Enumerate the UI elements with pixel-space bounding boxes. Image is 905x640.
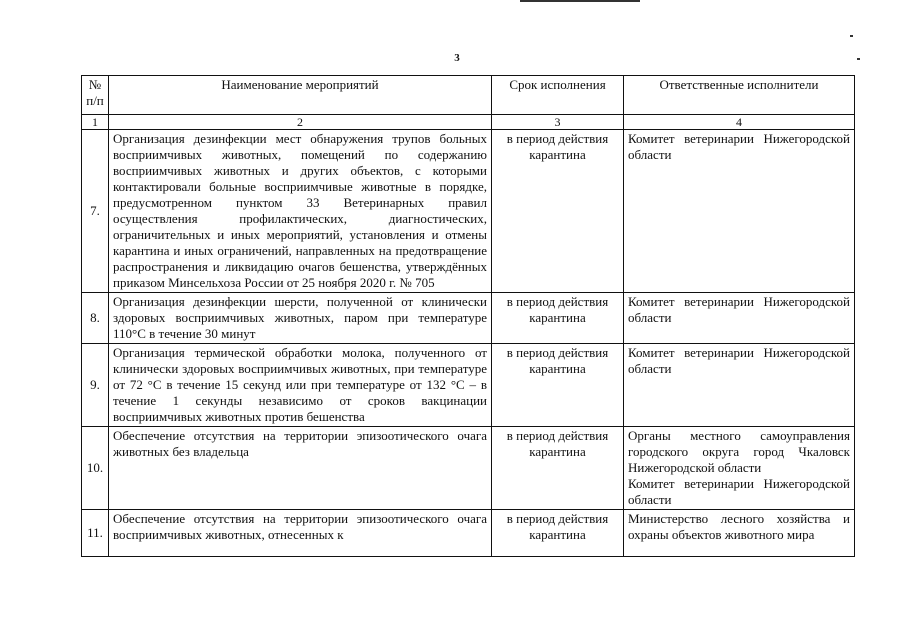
row-number: 7. (82, 130, 109, 293)
scan-artifact-top (520, 0, 640, 2)
row-number: 8. (82, 293, 109, 344)
header-term: Срок исполнения (492, 76, 624, 115)
column-number: 2 (109, 115, 492, 130)
measure-description: Обеспечение отсутствия на территории эпизоотического очага животных без владельца (109, 427, 492, 510)
measures-table (81, 75, 855, 557)
responsible-entry: Органы местного самоуправления городского округа город Чкаловск Нижегородской области (628, 428, 850, 475)
scan-artifact-right (850, 35, 853, 37)
column-number: 4 (624, 115, 855, 130)
execution-term: в период действия карантина (492, 427, 624, 510)
execution-term: в период действия карантина (492, 130, 624, 293)
responsible-executors (624, 510, 855, 557)
responsible-executors (624, 427, 855, 510)
row-number: 10. (82, 427, 109, 510)
measure-description: Организация термической обработки молока, полученного от клинически здоровых восприимчивых животных, при температуре от 72 °С в течение 15 секунд или при температуре от 132 °С – в течение 1 секунды независимо от сроков вакцинации восприимчивых животных против бешенства (109, 344, 492, 427)
header-responsible: Ответственные исполнители (624, 76, 855, 115)
execution-term: в период действия карантина (492, 510, 624, 557)
responsible-entry: Комитет ветеринарии Нижегородской области (628, 476, 850, 507)
responsible-executors (624, 344, 855, 427)
header-num: № п/п (82, 76, 109, 115)
header-name: Наименование мероприятий (109, 76, 492, 115)
measure-description: Организация дезинфекции шерсти, полученной от клинически здоровых восприимчивых животных, паром при температуре 110°С в течение 30 минут (109, 293, 492, 344)
column-number-row (82, 115, 855, 130)
responsible-entry: Комитет ветеринарии Нижегородской области (628, 345, 850, 376)
row-number: 11. (82, 510, 109, 557)
row-number: 9. (82, 344, 109, 427)
column-number: 1 (82, 115, 109, 130)
responsible-entry: Комитет ветеринарии Нижегородской области (628, 294, 850, 325)
table-header-row (82, 76, 855, 115)
table-row (82, 510, 855, 557)
responsible-executors (624, 293, 855, 344)
page-number: 3 (454, 52, 460, 64)
responsible-executors (624, 130, 855, 293)
table-row (82, 130, 855, 293)
measure-description: Обеспечение отсутствия на территории эпизоотического очага восприимчивых животных, отнесенных к (109, 510, 492, 557)
scan-artifact-right-2 (857, 58, 860, 60)
table-row (82, 293, 855, 344)
responsible-entry: Комитет ветеринарии Нижегородской области (628, 131, 850, 162)
measure-description: Организация дезинфекции мест обнаружения трупов больных восприимчивых животных, помещений по содержанию восприимчивых животных и других объектов, с которыми контактировали больные восприимчивые животные в порядке, предусмотренном пунктом 33 Ветеринарных правил осуществления профилактических, диагностических, ограничительных и иных мероприятий, установления и отмены карантина и иных ограничений, направленных на предотвращение распространения и ликвидацию очагов бешенства, утверждённых приказом Минсельхоза России от 25 ноября 2020 г. № 705 (109, 130, 492, 293)
execution-term: в период действия карантина (492, 344, 624, 427)
responsible-entry: Министерство лесного хозяйства и охраны объектов животного мира (628, 511, 850, 542)
column-number: 3 (492, 115, 624, 130)
execution-term: в период действия карантина (492, 293, 624, 344)
table-row (82, 427, 855, 510)
table-row (82, 344, 855, 427)
